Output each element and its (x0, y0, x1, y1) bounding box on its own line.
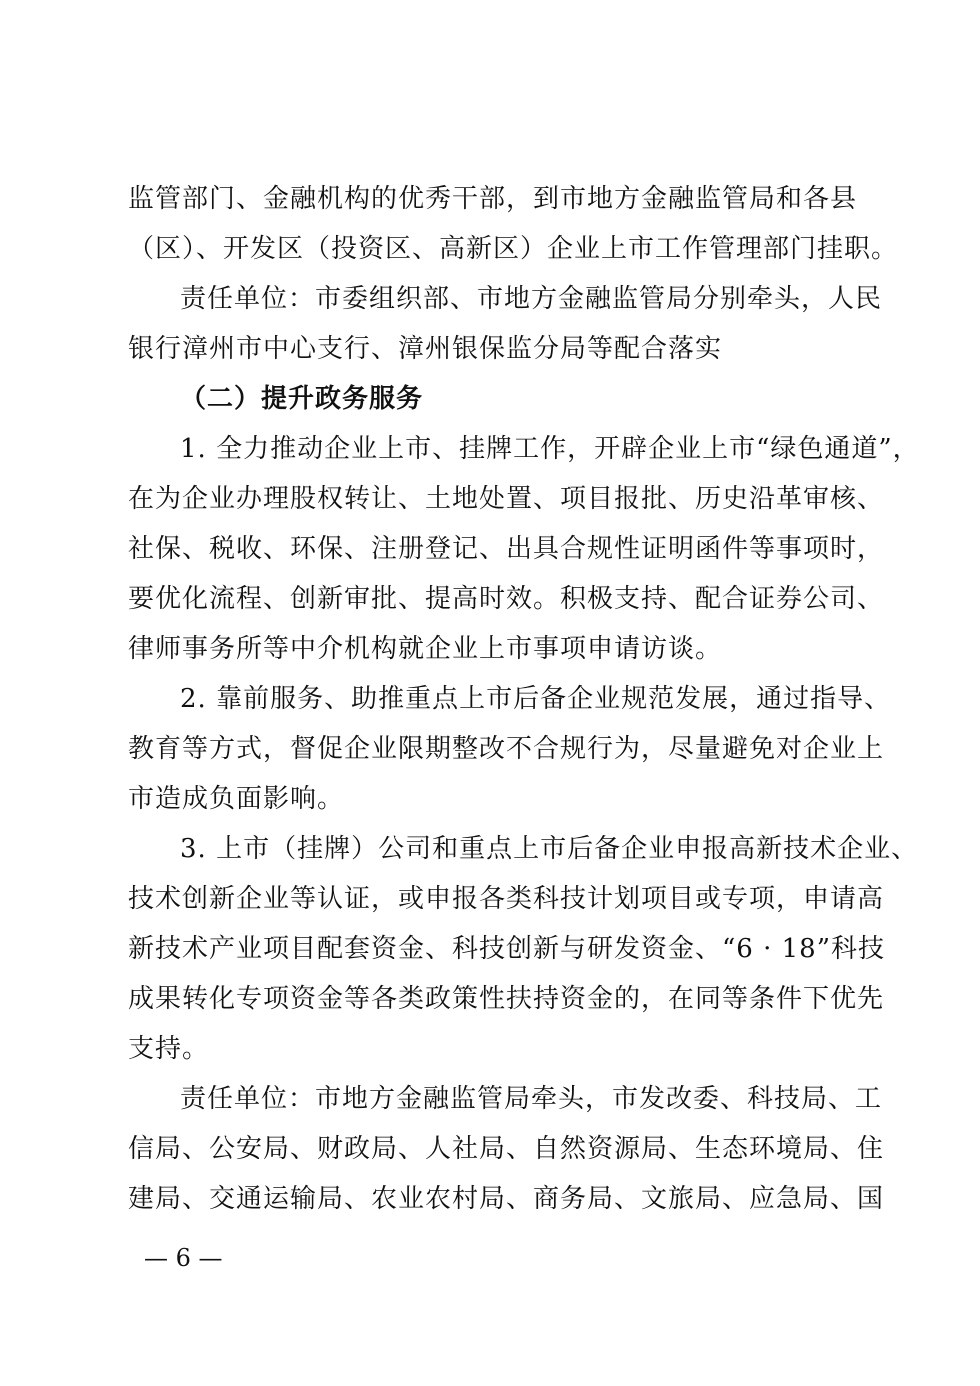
body-line: 教育等方式，督促企业限期整改不合规行为，尽量避免对企业上 (128, 734, 885, 764)
body-line: （区）、开发区（投资区、高新区）企业上市工作管理部门挂职。 (128, 234, 899, 264)
body-line: 新技术产业项目配套资金、科技创新与研发资金、“6 · 18”科技 (128, 934, 886, 964)
responsible-unit-line: 责任单位：市委组织部、市地方金融监管局分别牵头，人民 (180, 284, 883, 314)
body-line: 市造成负面影响。 (128, 784, 345, 814)
body-line: 技术创新企业等认证，或申报各类科技计划项目或专项，申请高 (128, 884, 885, 914)
body-line: 律师事务所等中介机构就企业上市事项申请访谈。 (128, 634, 723, 664)
body-line: 要优化流程、创新审批、提高时效。积极支持、配合证券公司、 (128, 584, 885, 614)
body-line: 3. 上市（挂牌）公司和重点上市后备企业申报高新技术企业、 (180, 834, 919, 864)
body-line: 在为企业办理股权转让、土地处置、项目报批、历史沿革审核、 (128, 484, 885, 514)
body-line: 2. 靠前服务、助推重点上市后备企业规范发展，通过指导、 (180, 684, 892, 714)
responsible-unit-line: 信局、公安局、财政局、人社局、自然资源局、生态环境局、住 (128, 1134, 885, 1164)
responsible-unit-line: 责任单位：市地方金融监管局牵头，市发改委、科技局、工 (180, 1084, 883, 1114)
body-line: 1. 全力推动企业上市、挂牌工作，开辟企业上市“绿色通道”， (180, 434, 920, 464)
responsible-unit-line: 银行漳州市中心支行、漳州银保监分局等配合落实 (128, 334, 723, 364)
responsible-unit-line: 建局、交通运输局、农业农村局、商务局、文旅局、应急局、国 (128, 1184, 885, 1214)
body-line: 社保、税收、环保、注册登记、出具合规性证明函件等事项时， (128, 534, 885, 564)
body-line: 监管部门、金融机构的优秀干部，到市地方金融监管局和各县 (128, 184, 858, 214)
body-line: 支持。 (128, 1034, 210, 1064)
body-line: 成果转化专项资金等各类政策性扶持资金的，在同等条件下优先 (128, 984, 885, 1014)
section-heading: （二）提升政务服务 (180, 384, 424, 414)
page-number: — 6 — (144, 1244, 223, 1272)
